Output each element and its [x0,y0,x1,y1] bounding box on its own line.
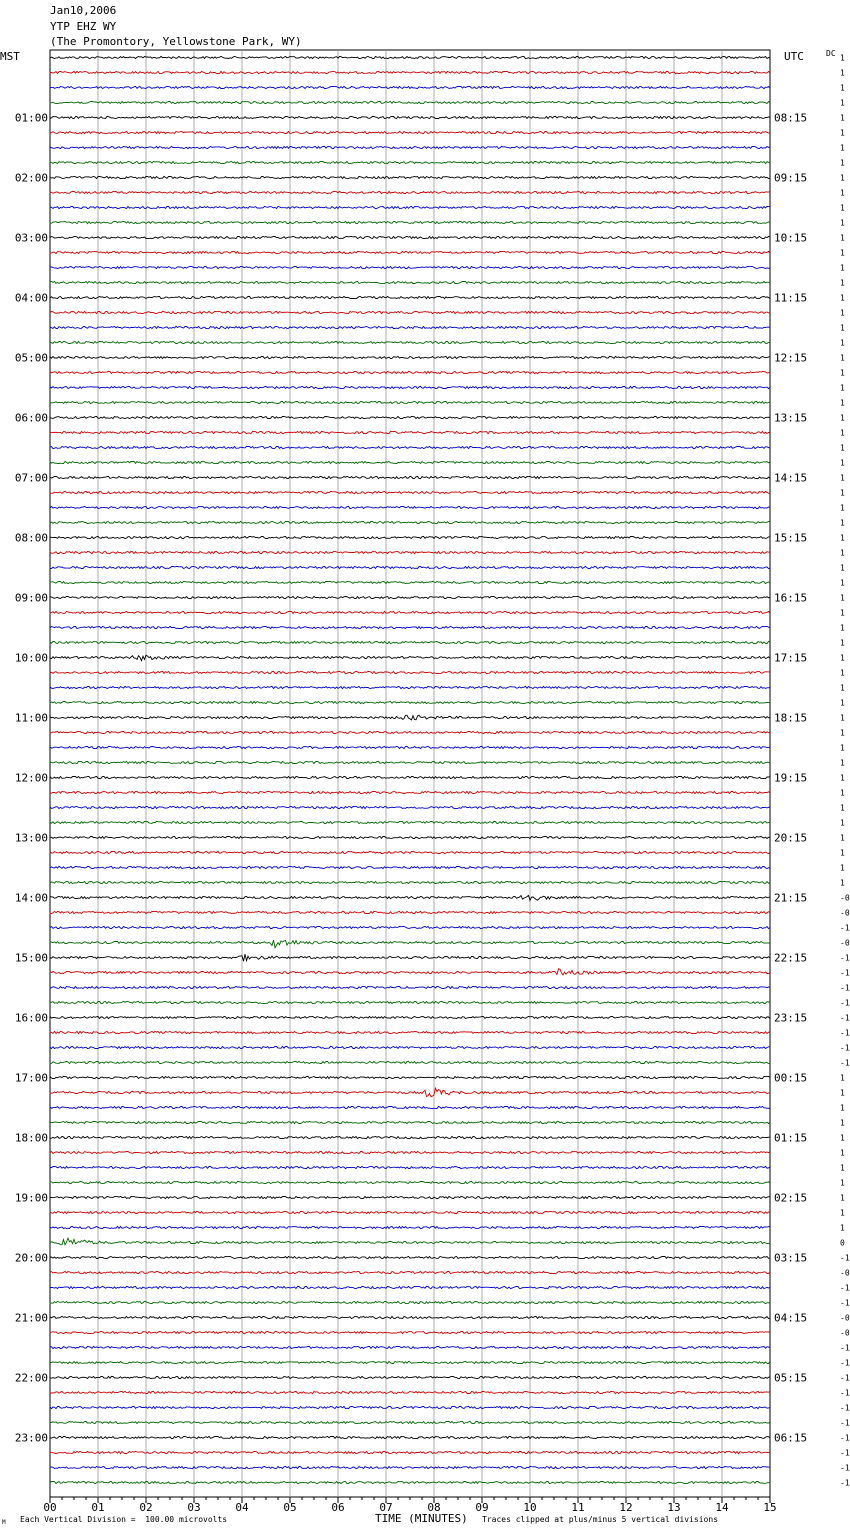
trace-63 [50,1001,770,1003]
dc-offset-37: 1 [840,608,845,618]
trace-92 [50,1436,770,1438]
dc-offset-44: 1 [840,713,845,723]
hour-label-left-10: 10:00 [14,651,48,665]
trace-8 [50,176,770,178]
trace-25 [50,431,770,433]
hour-label-left-6: 06:00 [14,411,48,425]
hour-label-right-16: 23:15 [774,1011,808,1025]
dc-offset-19: 1 [840,338,845,348]
x-tick-label-10: 10 [523,1501,537,1514]
x-tick-label-02: 02 [139,1501,153,1514]
dc-offset-1: 1 [840,68,845,78]
trace-16 [50,296,770,298]
hour-label-right-19: 02:15 [774,1191,808,1205]
x-tick-label-12: 12 [619,1501,633,1514]
dc-offset-2: 1 [840,83,845,93]
dc-offset-34: 1 [840,563,845,573]
trace-11 [50,221,770,223]
trace-72 [50,1136,770,1138]
trace-0 [50,56,770,58]
hour-label-right-14: 21:15 [774,891,808,905]
corner-mark: M [2,1519,6,1526]
x-tick-label-08: 08 [427,1501,441,1514]
dc-offset-46: 1 [840,743,845,753]
trace-44 [50,715,770,720]
dc-offset-72: 1 [840,1133,845,1143]
dc-offset-60: -1 [840,953,850,963]
dc-offset-20: 1 [840,353,845,363]
dc-offset-6: 1 [840,143,845,153]
trace-87 [50,1361,770,1363]
trace-61 [50,969,770,975]
hour-label-right-1: 08:15 [774,111,808,125]
trace-85 [50,1331,770,1333]
trace-90 [50,1406,770,1408]
dc-offset-5: 1 [840,128,845,138]
left-timezone-label: MST [0,50,20,63]
trace-91 [50,1421,770,1423]
dc-offset-9: 1 [840,188,845,198]
dc-offset-63: -1 [840,998,850,1008]
dc-offset-80: -1 [840,1253,850,1263]
dc-label: DC [826,49,836,58]
trace-42 [50,686,770,688]
dc-offset-31: 1 [840,518,845,528]
hour-label-right-9: 16:15 [774,591,808,605]
dc-offset-82: -1 [840,1283,850,1293]
trace-20 [50,356,770,358]
trace-47 [50,761,770,763]
trace-55 [50,881,770,883]
dc-offset-84: -0 [840,1313,850,1323]
hour-label-left-18: 18:00 [14,1131,48,1145]
trace-59 [50,940,770,948]
dc-offset-49: 1 [840,788,845,798]
hour-label-left-16: 16:00 [14,1011,48,1025]
trace-77 [50,1211,770,1213]
trace-67 [50,1061,770,1063]
dc-offset-64: -1 [840,1013,850,1023]
dc-offset-41: 1 [840,668,845,678]
trace-17 [50,311,770,313]
dc-offset-56: -0 [840,893,850,903]
dc-offset-74: 1 [840,1163,845,1173]
dc-offset-89: -1 [840,1388,850,1398]
hour-label-left-5: 05:00 [14,351,48,365]
dc-offset-14: 1 [840,263,845,273]
trace-45 [50,731,770,733]
trace-78 [50,1226,770,1228]
dc-offset-54: 1 [840,863,845,873]
dc-offset-10: 1 [840,203,845,213]
trace-48 [50,776,770,778]
hour-label-right-17: 00:15 [774,1071,808,1085]
hour-label-right-21: 04:15 [774,1311,808,1325]
hour-label-right-18: 01:15 [774,1131,808,1145]
dc-offset-94: -1 [840,1463,850,1473]
hour-label-left-23: 23:00 [14,1431,48,1445]
trace-35 [50,581,770,583]
hour-label-left-4: 04:00 [14,291,48,305]
trace-75 [50,1181,770,1183]
dc-offset-28: 1 [840,473,845,483]
dc-offset-38: 1 [840,623,845,633]
dc-offset-24: 1 [840,413,845,423]
dc-offset-15: 1 [840,278,845,288]
dc-offset-95: -1 [840,1478,850,1488]
trace-19 [50,341,770,343]
dc-offset-68: 1 [840,1073,845,1083]
dc-offset-71: 1 [840,1118,845,1128]
trace-1 [50,71,770,73]
hour-label-left-14: 14:00 [14,891,48,905]
dc-offset-91: -1 [840,1418,850,1428]
x-tick-label-11: 11 [571,1501,585,1514]
dc-offset-30: 1 [840,503,845,513]
hour-label-left-8: 08:00 [14,531,48,545]
trace-89 [50,1391,770,1393]
dc-offset-92: -1 [840,1433,850,1443]
hour-label-left-22: 22:00 [14,1371,48,1385]
dc-offset-50: 1 [840,803,845,813]
dc-offset-65: -1 [840,1028,850,1038]
dc-offset-32: 1 [840,533,845,543]
hour-label-left-1: 01:00 [14,111,48,125]
dc-offset-17: 1 [840,308,845,318]
dc-offset-78: 1 [840,1223,845,1233]
dc-offset-52: 1 [840,833,845,843]
trace-31 [50,521,770,523]
dc-offset-85: -0 [840,1328,850,1338]
trace-14 [50,266,770,268]
trace-74 [50,1166,770,1168]
trace-23 [50,401,770,403]
trace-13 [50,251,770,253]
dc-offset-58: -1 [840,923,850,933]
trace-39 [50,641,770,643]
trace-57 [50,911,770,913]
header-station: YTP EHZ WY [50,20,117,33]
dc-offset-4: 1 [840,113,845,123]
trace-12 [50,236,770,238]
x-tick-label-15: 15 [763,1501,777,1514]
x-tick-label-09: 09 [475,1501,489,1514]
dc-offset-16: 1 [840,293,845,303]
dc-offset-62: -1 [840,983,850,993]
hour-label-left-20: 20:00 [14,1251,48,1265]
trace-6 [50,146,770,148]
x-tick-label-04: 04 [235,1501,249,1514]
trace-52 [50,836,770,838]
trace-15 [50,281,770,283]
dc-offset-73: 1 [840,1148,845,1158]
dc-offset-40: 1 [840,653,845,663]
dc-offset-86: -1 [840,1343,850,1353]
trace-73 [50,1151,770,1153]
trace-3 [50,101,770,103]
hour-label-right-13: 20:15 [774,831,808,845]
dc-offset-87: -1 [840,1358,850,1368]
dc-offset-76: 1 [840,1193,845,1203]
hour-label-right-6: 13:15 [774,411,808,425]
trace-71 [50,1121,770,1123]
hour-label-left-7: 07:00 [14,471,48,485]
trace-58 [50,926,770,928]
dc-offset-83: -1 [840,1298,850,1308]
dc-offset-29: 1 [840,488,845,498]
dc-offset-45: 1 [840,728,845,738]
dc-offset-11: 1 [840,218,845,228]
x-tick-label-14: 14 [715,1501,729,1514]
dc-offset-43: 1 [840,698,845,708]
trace-93 [50,1451,770,1453]
trace-7 [50,161,770,163]
trace-84 [50,1316,770,1318]
trace-94 [50,1466,770,1468]
trace-4 [50,116,770,118]
trace-36 [50,596,770,598]
trace-88 [50,1376,770,1378]
hour-label-right-8: 15:15 [774,531,808,545]
trace-22 [50,386,770,388]
trace-66 [50,1046,770,1048]
x-tick-label-07: 07 [379,1501,393,1514]
trace-46 [50,746,770,748]
x-tick-label-00: 00 [43,1501,57,1514]
dc-offset-13: 1 [840,248,845,258]
hour-label-right-12: 19:15 [774,771,808,785]
trace-37 [50,611,770,613]
hour-label-left-2: 02:00 [14,171,48,185]
dc-offset-39: 1 [840,638,845,648]
trace-76 [50,1196,770,1198]
dc-offset-42: 1 [840,683,845,693]
hour-label-left-17: 17:00 [14,1071,48,1085]
trace-81 [50,1271,770,1273]
dc-offset-36: 1 [840,593,845,603]
hour-label-right-5: 12:15 [774,351,808,365]
dc-offset-55: 1 [840,878,845,888]
hour-label-left-9: 09:00 [14,591,48,605]
hour-label-left-15: 15:00 [14,951,48,965]
dc-offset-12: 1 [840,233,845,243]
trace-27 [50,461,770,463]
header-location: (The Promontory, Yellowstone Park, WY) [50,35,302,48]
dc-offset-70: 1 [840,1103,845,1113]
trace-10 [50,206,770,208]
dc-offset-35: 1 [840,578,845,588]
trace-60 [50,954,770,961]
trace-5 [50,131,770,133]
dc-offset-81: -0 [840,1268,850,1278]
trace-62 [50,986,770,988]
trace-51 [50,821,770,823]
dc-offset-79: 0 [840,1238,845,1248]
trace-69 [50,1088,770,1097]
hour-label-right-3: 10:15 [774,231,808,245]
dc-offset-23: 1 [840,398,845,408]
hour-label-left-12: 12:00 [14,771,48,785]
x-tick-label-13: 13 [667,1501,681,1514]
hour-label-left-21: 21:00 [14,1311,48,1325]
trace-56 [50,895,770,900]
trace-50 [50,806,770,808]
dc-offset-67: -1 [840,1058,850,1068]
trace-80 [50,1256,770,1258]
trace-65 [50,1031,770,1033]
trace-26 [50,446,770,448]
trace-82 [50,1286,770,1288]
dc-offset-3: 1 [840,98,845,108]
trace-68 [50,1076,770,1078]
dc-offset-18: 1 [840,323,845,333]
dc-offset-33: 1 [840,548,845,558]
hour-label-left-3: 03:00 [14,231,48,245]
trace-64 [50,1016,770,1018]
trace-79 [50,1238,770,1245]
trace-34 [50,566,770,568]
trace-9 [50,191,770,193]
clip-note: Traces clipped at plus/minus 5 vertical divisions [482,1515,719,1524]
trace-33 [50,551,770,553]
dc-offset-25: 1 [840,428,845,438]
trace-32 [50,536,770,538]
trace-28 [50,476,770,478]
dc-offset-27: 1 [840,458,845,468]
dc-offset-0: 1 [840,53,845,63]
hour-label-right-23: 06:15 [774,1431,808,1445]
hour-label-right-2: 09:15 [774,171,808,185]
trace-53 [50,851,770,853]
dc-offset-75: 1 [840,1178,845,1188]
trace-70 [50,1106,770,1108]
trace-40 [50,655,770,661]
dc-offset-26: 1 [840,443,845,453]
trace-21 [50,371,770,373]
trace-30 [50,506,770,508]
x-tick-label-03: 03 [187,1501,201,1514]
hour-label-right-10: 17:15 [774,651,808,665]
hour-label-right-11: 18:15 [774,711,808,725]
dc-offset-93: -1 [840,1448,850,1458]
header-date: Jan10,2006 [50,4,117,17]
dc-offset-88: -1 [840,1373,850,1383]
dc-offset-66: -1 [840,1043,850,1053]
trace-2 [50,86,770,88]
trace-18 [50,326,770,328]
trace-41 [50,671,770,673]
hour-label-left-13: 13:00 [14,831,48,845]
dc-offset-61: -1 [840,968,850,978]
trace-24 [50,416,770,418]
hour-label-right-15: 22:15 [774,951,808,965]
dc-offset-22: 1 [840,383,845,393]
trace-86 [50,1346,770,1348]
dc-offset-57: -0 [840,908,850,918]
dc-offset-53: 1 [840,848,845,858]
dc-offset-47: 1 [840,758,845,768]
dc-offset-48: 1 [840,773,845,783]
dc-offset-21: 1 [840,368,845,378]
dc-offset-7: 1 [840,158,845,168]
hour-label-right-7: 14:15 [774,471,808,485]
trace-38 [50,626,770,628]
hour-label-right-20: 03:15 [774,1251,808,1265]
hour-label-right-4: 11:15 [774,291,808,305]
trace-95 [50,1481,770,1483]
x-axis-title: TIME (MINUTES) [375,1512,468,1525]
x-tick-label-05: 05 [283,1501,297,1514]
hour-label-left-19: 19:00 [14,1191,48,1205]
x-tick-label-06: 06 [331,1501,345,1514]
trace-43 [50,701,770,703]
trace-29 [50,491,770,493]
dc-offset-59: -0 [840,938,850,948]
right-timezone-label: UTC [784,50,804,63]
hour-label-left-11: 11:00 [14,711,48,725]
x-tick-label-01: 01 [91,1501,105,1514]
dc-offset-77: 1 [840,1208,845,1218]
scale-note: Each Vertical Division = 100.00 microvolts [20,1515,228,1524]
trace-49 [50,791,770,793]
dc-offset-69: 1 [840,1088,845,1098]
trace-54 [50,866,770,868]
dc-offset-90: -1 [840,1403,850,1413]
hour-label-right-22: 05:15 [774,1371,808,1385]
trace-83 [50,1301,770,1303]
dc-offset-8: 1 [840,173,845,183]
dc-offset-51: 1 [840,818,845,828]
